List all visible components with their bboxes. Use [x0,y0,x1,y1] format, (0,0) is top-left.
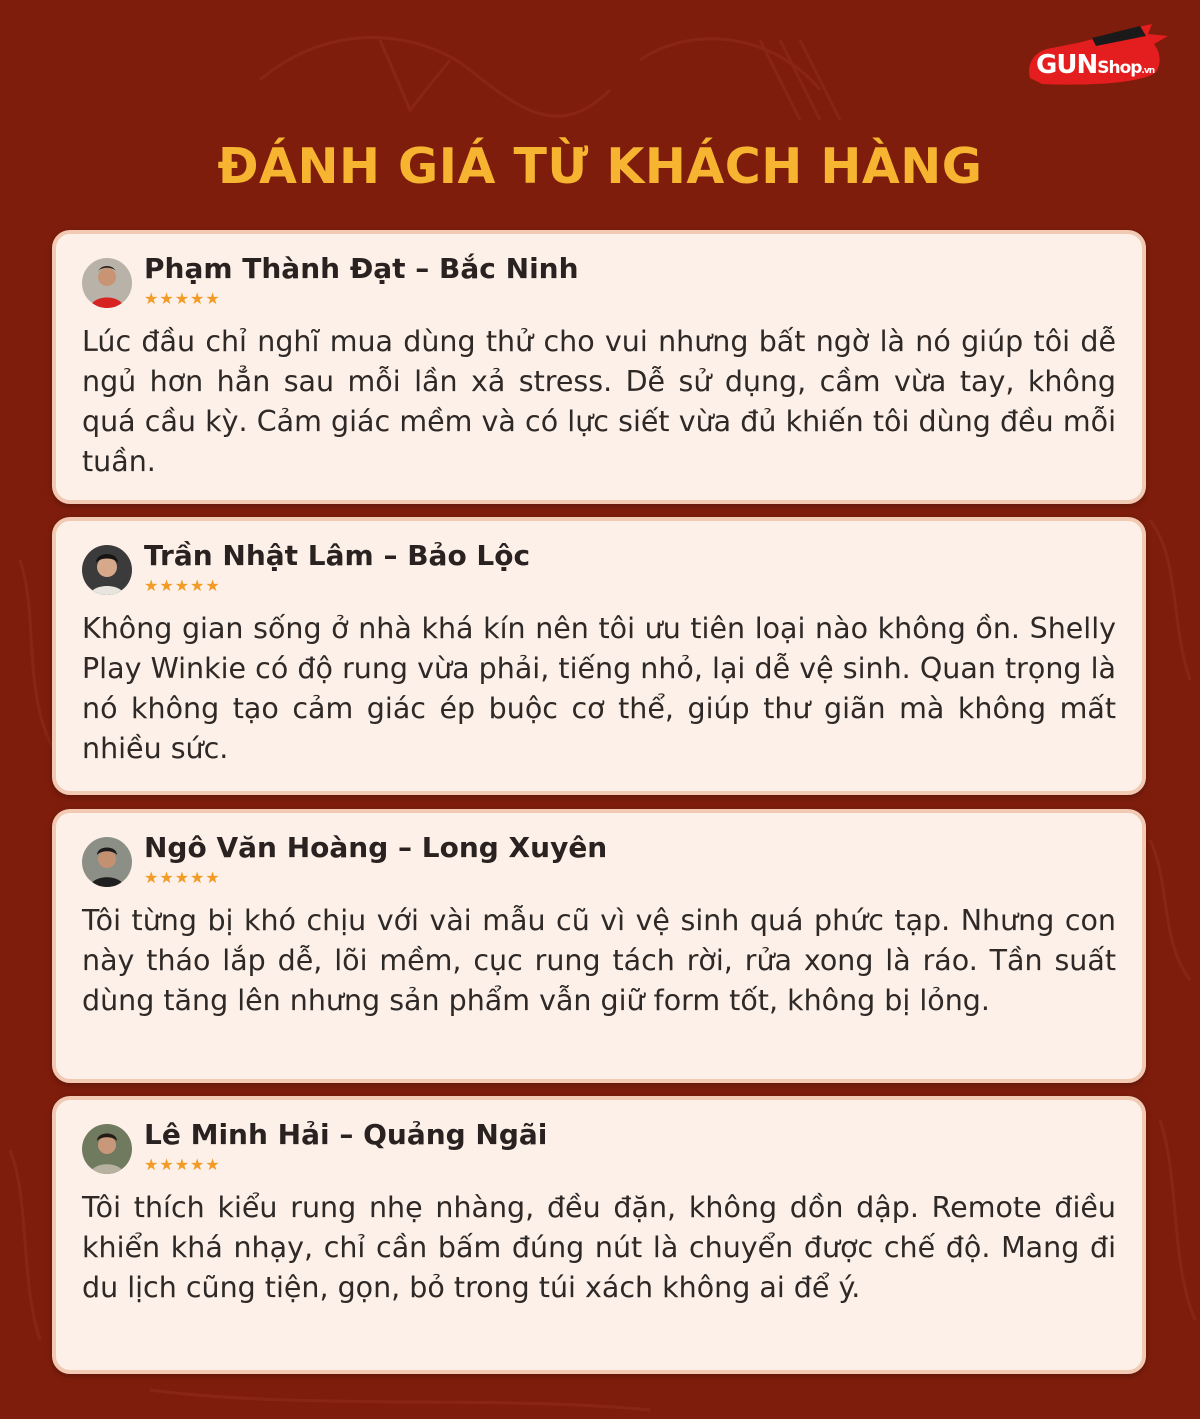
review-card [52,517,1146,795]
review-card [52,809,1146,1083]
page-title: ĐÁNH GIÁ TỪ KHÁCH HÀNG [217,138,983,195]
gunshop-logo[interactable] [1022,22,1172,92]
logo-text: GUNShop.vn [1036,50,1155,80]
avatar [82,258,132,308]
review-text: Tôi thích kiểu rung nhẹ nhàng, đều đặn, không dồn dập. Remote điều khiển khá nhạy, chỉ cần bấm đúng nút là chuyển được chế độ. Mang đi du lịch cũng tiện, gọn, bỏ trong túi xách không ai để ý. [82,1191,1116,1304]
reviewer-name: Lê Minh Hải – Quảng Ngãi [144,1118,548,1151]
man-avatar-icon [82,258,132,308]
rating-stars: ★★★★★ [144,868,221,887]
rating-stars: ★★★★★ [144,1155,221,1174]
avatar [82,837,132,887]
reviewer-name: Phạm Thành Đạt – Bắc Ninh [144,252,579,285]
avatar [82,545,132,595]
rating-stars: ★★★★★ [144,576,221,595]
man-avatar-icon [82,545,132,595]
review-card [52,1096,1146,1374]
review-text: Không gian sống ở nhà khá kín nên tôi ưu tiên loại nào không ồn. Shelly Play Winkie có độ rung vừa phải, tiếng nhỏ, lại dễ vệ sinh. Quan trọng là nó không tạo cảm giác ép buộc cơ thể, giúp thư giãn mà không mất nhiều sức. [82,612,1116,765]
reviewer-name: Trần Nhật Lâm – Bảo Lộc [144,539,531,572]
review-text: Lúc đầu chỉ nghĩ mua dùng thử cho vui nhưng bất ngờ là nó giúp tôi dễ ngủ hơn hẳn sau mỗi lần xả stress. Dễ sử dụng, cầm vừa tay, không quá cầu kỳ. Cảm giác mềm và có lực siết vừa đủ khiến tôi dùng đều mỗi tuần. [82,325,1116,478]
man-avatar-icon [82,1124,132,1174]
avatar [82,1124,132,1174]
man-avatar-icon [82,837,132,887]
rating-stars: ★★★★★ [144,289,221,308]
review-card [52,230,1146,504]
reviewer-name: Ngô Văn Hoàng – Long Xuyên [144,831,608,864]
review-text: Tôi từng bị khó chịu với vài mẫu cũ vì vệ sinh quá phức tạp. Nhưng con này tháo lắp dễ, lõi mềm, cục rung tách rời, rửa xong là ráo. Tần suất dùng tăng lên nhưng sản phẩm vẫn giữ form tốt, không bị lỏng. [82,904,1116,1017]
